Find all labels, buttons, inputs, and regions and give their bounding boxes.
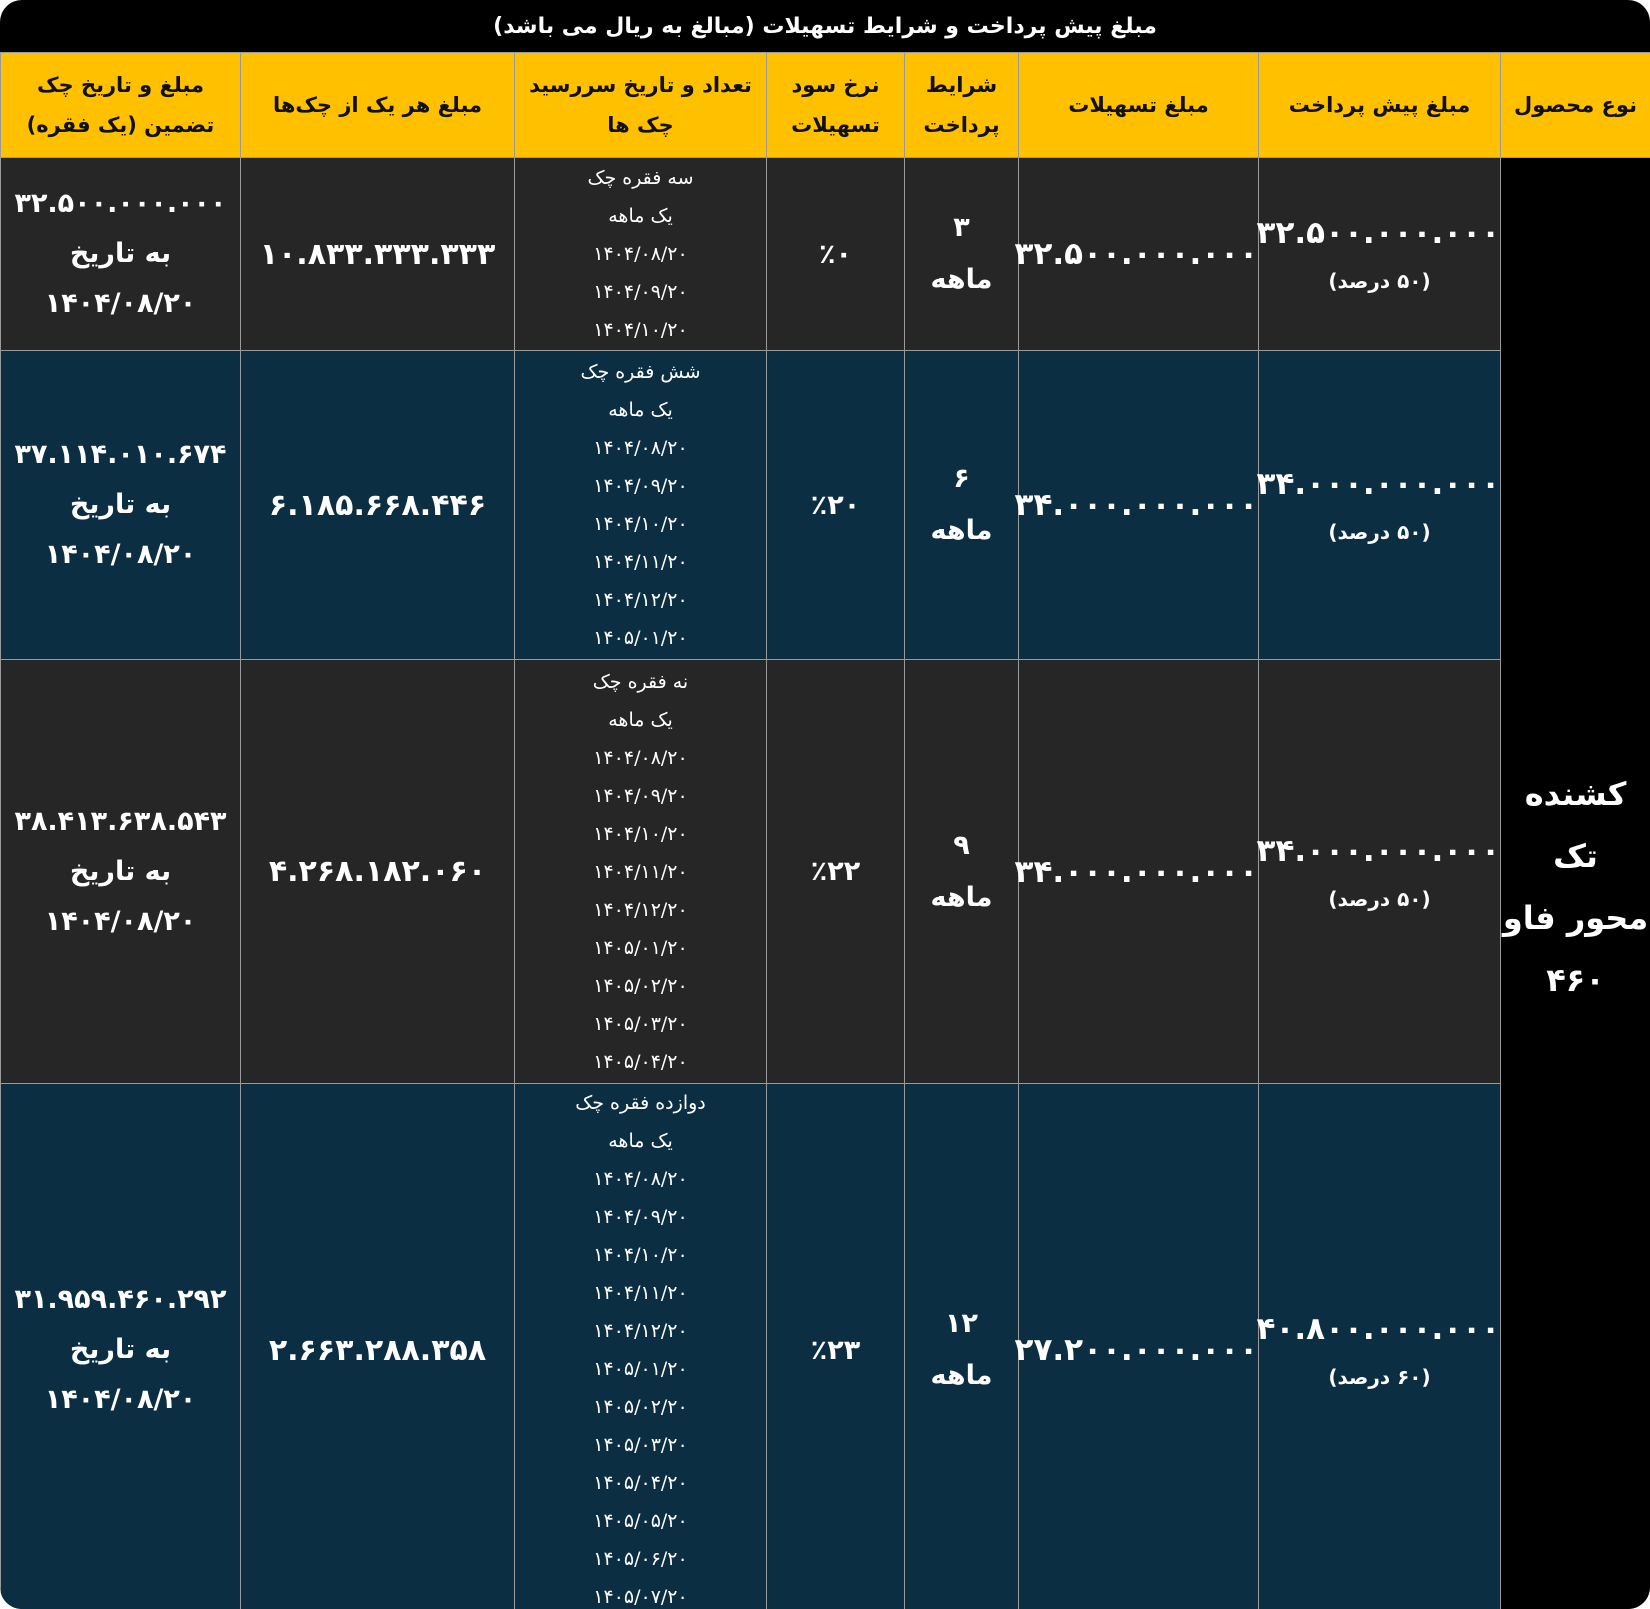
check-date: ۱۴۰۵/۰۳/۲۰ [593, 1434, 688, 1456]
header-guarantee-line2: تضمین (یک فقره) [26, 113, 215, 137]
product-cell [1501, 158, 1650, 1609]
guarantee-date: ۱۴۰۴/۰۸/۲۰ [44, 288, 197, 319]
facility-amount: ۳۴.۰۰۰.۰۰۰.۰۰۰ [1014, 853, 1258, 890]
header-facility: مبلغ تسهیلات [1019, 53, 1259, 158]
check-date: ۱۴۰۴/۰۹/۲۰ [593, 475, 688, 497]
check-date: ۱۴۰۴/۱۲/۲۰ [593, 1320, 688, 1342]
check-line: نه فقره چک [592, 670, 689, 693]
check-date: ۱۴۰۴/۰۸/۲۰ [593, 746, 688, 769]
prepayment-cell [1256, 660, 1501, 1084]
table-title: مبلغ پیش پرداخت و شرایط تسهیلات (مبالغ به ریال می باشد) [493, 13, 1157, 39]
check-date: ۱۴۰۴/۱۰/۲۰ [593, 822, 688, 845]
check-date: ۱۴۰۵/۰۵/۲۰ [593, 1510, 688, 1532]
check-date: ۱۴۰۵/۰۶/۲۰ [593, 1548, 688, 1570]
facility-amount: ۳۴.۰۰۰.۰۰۰.۰۰۰ [1014, 487, 1258, 523]
check-date: ۱۴۰۴/۱۰/۲۰ [593, 1244, 688, 1266]
table-row [1, 158, 1650, 351]
header-checks-line2: چک ها [607, 113, 674, 137]
check-date: ۱۴۰۴/۱۰/۲۰ [593, 513, 688, 535]
header-guarantee [1, 53, 241, 158]
prepayment-amount: ۳۴.۰۰۰.۰۰۰.۰۰۰ [1256, 466, 1500, 502]
check-line: یک ماهه [608, 399, 673, 421]
each-check-cell: ۲.۶۶۳.۲۸۸.۳۵۸ [241, 1084, 515, 1609]
header-checks [515, 53, 767, 158]
check-line: سه فقره چک [587, 167, 694, 189]
prepayment-percent: (۵۰ درصد) [1328, 886, 1431, 911]
prepayment-percent: (۶۰ درصد) [1328, 1365, 1431, 1389]
term-months: ۳ [953, 212, 970, 243]
header-rate-line1: نرخ سود [791, 73, 880, 97]
term-cell [905, 660, 1019, 1084]
checks-cell [515, 660, 767, 1084]
check-date: ۱۴۰۵/۰۳/۲۰ [593, 1012, 688, 1035]
check-line: یک ماهه [608, 205, 673, 227]
check-date: ۱۴۰۵/۰۱/۲۰ [593, 1358, 688, 1380]
product-line2: تک [1553, 837, 1598, 875]
facility-cell [1014, 660, 1259, 1084]
header-rate-line2: تسهیلات [791, 113, 880, 137]
table-row [1, 660, 1650, 1084]
product-line4: ۴۶۰ [1546, 961, 1605, 999]
prepayment-cell [1256, 158, 1501, 351]
check-date: ۱۴۰۴/۰۸/۲۰ [593, 437, 688, 459]
guarantee-amount: ۳۱.۹۵۹.۴۶۰.۲۹۲ [14, 1284, 227, 1315]
facility-amount: ۳۲.۵۰۰.۰۰۰.۰۰۰ [1014, 236, 1258, 272]
term-months: ۹ [953, 829, 970, 861]
check-date: ۱۴۰۴/۱۲/۲۰ [593, 589, 688, 611]
term-cell [905, 351, 1019, 660]
guarantee-label: به تاریخ [69, 1334, 172, 1365]
check-date: ۱۴۰۴/۱۱/۲۰ [593, 1282, 688, 1304]
product-line1: کشنده [1524, 775, 1627, 813]
table-row [1, 351, 1650, 660]
facility-cell [1014, 158, 1259, 351]
term-unit: ماهه [930, 515, 993, 546]
guarantee-cell [1, 660, 241, 1084]
check-line: دوازده فقره چک [575, 1092, 706, 1114]
guarantee-cell [1, 158, 241, 351]
check-date: ۱۴۰۵/۰۱/۲۰ [593, 936, 688, 959]
check-date: ۱۴۰۴/۰۹/۲۰ [593, 281, 688, 303]
term-unit: ماهه [930, 264, 993, 295]
each-check-cell: ۱۰.۸۳۳.۳۳۳.۳۳۳ [241, 158, 515, 351]
check-date: ۱۴۰۴/۱۱/۲۰ [593, 551, 688, 573]
check-date: ۱۴۰۴/۱۰/۲۰ [593, 319, 688, 341]
header-row [1, 53, 1650, 158]
term-months: ۶ [953, 463, 970, 494]
table-row [1, 1084, 1650, 1609]
check-date: ۱۴۰۵/۰۴/۲۰ [593, 1472, 688, 1494]
guarantee-amount: ۳۲.۵۰۰.۰۰۰.۰۰۰ [14, 188, 227, 219]
term-unit: ماهه [930, 1360, 993, 1391]
check-line: شش فقره چک [580, 361, 701, 383]
prepayment-amount: ۳۲.۵۰۰.۰۰۰.۰۰۰ [1256, 215, 1500, 251]
check-date: ۱۴۰۴/۰۹/۲۰ [593, 784, 688, 807]
header-each-check: مبلغ هر یک از چک‌ها [241, 53, 515, 158]
header-product: نوع محصول [1501, 53, 1650, 158]
checks-cell [515, 158, 767, 351]
header-terms-line1: شرایط [925, 73, 998, 97]
header-terms [905, 53, 1019, 158]
guarantee-date: ۱۴۰۴/۰۸/۲۰ [44, 539, 197, 570]
prepayment-cell [1256, 1084, 1501, 1609]
guarantee-date: ۱۴۰۴/۰۸/۲۰ [44, 905, 197, 937]
rate-cell: ٪۰ [767, 158, 905, 351]
guarantee-amount: ۳۷.۱۱۴.۰۱۰.۶۷۴ [14, 439, 227, 470]
prepayment-amount: ۳۴.۰۰۰.۰۰۰.۰۰۰ [1256, 832, 1500, 869]
product-line3: محور فاو [1502, 899, 1649, 937]
guarantee-label: به تاریخ [69, 855, 172, 887]
term-cell [905, 158, 1019, 351]
header-guarantee-line1: مبلغ و تاریخ چک [37, 73, 204, 97]
check-date: ۱۴۰۴/۰۸/۲۰ [593, 243, 688, 265]
guarantee-label: به تاریخ [69, 238, 172, 269]
each-check-cell: ۶.۱۸۵.۶۶۸.۴۴۶ [241, 351, 515, 660]
term-months: ۱۲ [945, 1308, 978, 1339]
check-date: ۱۴۰۵/۰۷/۲۰ [593, 1586, 688, 1608]
prepayment-percent: (۵۰ درصد) [1328, 269, 1431, 293]
guarantee-cell [1, 351, 241, 660]
rate-cell: ٪۲۲ [767, 660, 905, 1084]
term-unit: ماهه [930, 881, 993, 913]
check-line: یک ماهه [608, 708, 673, 731]
header-rate [767, 53, 905, 158]
check-line: یک ماهه [608, 1130, 673, 1152]
term-cell [905, 1084, 1019, 1609]
installment-table [0, 52, 1650, 1609]
checks-cell [515, 351, 767, 660]
guarantee-cell [1, 1084, 241, 1609]
prepayment-amount: ۴۰.۸۰۰.۰۰۰.۰۰۰ [1256, 1311, 1500, 1347]
check-date: ۱۴۰۴/۱۱/۲۰ [593, 860, 688, 883]
check-date: ۱۴۰۵/۰۴/۲۰ [593, 1050, 688, 1073]
check-date: ۱۴۰۵/۰۲/۲۰ [593, 1396, 688, 1418]
check-date: ۱۴۰۴/۱۲/۲۰ [593, 898, 688, 921]
each-check-cell: ۴.۲۶۸.۱۸۲.۰۶۰ [241, 660, 515, 1084]
guarantee-date: ۱۴۰۴/۰۸/۲۰ [44, 1384, 197, 1415]
checks-cell [515, 1084, 767, 1609]
rate-cell: ٪۲۰ [767, 351, 905, 660]
guarantee-amount: ۳۸.۴۱۳.۶۳۸.۵۴۳ [14, 805, 227, 837]
facility-cell [1014, 351, 1259, 660]
check-date: ۱۴۰۵/۰۱/۲۰ [593, 627, 688, 649]
check-date: ۱۴۰۴/۰۸/۲۰ [593, 1168, 688, 1190]
header-terms-line2: پرداخت [923, 113, 1000, 137]
facility-amount: ۲۷.۲۰۰.۰۰۰.۰۰۰ [1014, 1332, 1258, 1368]
guarantee-label: به تاریخ [69, 489, 172, 520]
check-date: ۱۴۰۵/۰۲/۲۰ [593, 974, 688, 997]
prepayment-cell [1256, 351, 1501, 660]
header-prepayment: مبلغ پیش پرداخت [1259, 53, 1501, 158]
facility-cell [1014, 1084, 1259, 1609]
header-checks-line1: تعداد و تاریخ سررسید [529, 73, 752, 97]
prepayment-percent: (۵۰ درصد) [1328, 520, 1431, 544]
rate-cell: ٪۲۳ [767, 1084, 905, 1609]
check-date: ۱۴۰۴/۰۹/۲۰ [593, 1206, 688, 1228]
